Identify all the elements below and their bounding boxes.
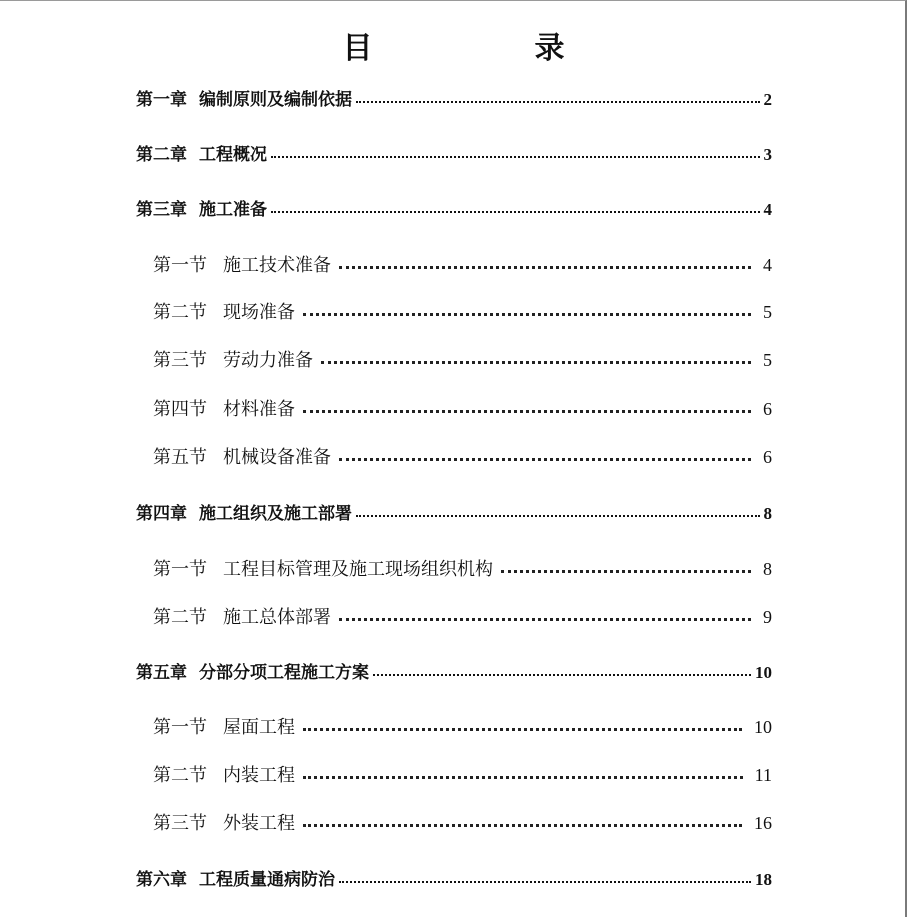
entry-number: 第四章 <box>136 504 187 524</box>
entry-page-number: 5 <box>763 350 772 370</box>
dot-leader <box>303 774 743 779</box>
entry-label: 材料准备 <box>223 399 295 420</box>
entry-number: 第二章 <box>136 145 187 165</box>
entry-label: 工程质量通病防治 <box>199 870 335 890</box>
dot-leader <box>303 408 751 413</box>
toc-entry[interactable] <box>153 443 772 469</box>
entry-label: 施工总体部署 <box>223 607 331 628</box>
toc-entry[interactable] <box>153 395 772 421</box>
dot-leader <box>339 616 751 621</box>
dot-leader <box>303 726 742 731</box>
entry-label: 外装工程 <box>223 813 295 834</box>
entry-label: 施工准备 <box>199 200 267 220</box>
entry-label: 内装工程 <box>223 765 295 786</box>
entry-number: 第三节 <box>153 350 207 371</box>
toc-entry[interactable] <box>153 713 772 739</box>
entry-label: 工程概况 <box>199 145 267 165</box>
toc-entry[interactable] <box>136 85 772 110</box>
table-of-contents <box>0 1 907 918</box>
dot-leader <box>303 311 751 316</box>
entry-page-number: 6 <box>763 447 772 467</box>
entry-page-number: 18 <box>755 870 772 889</box>
entry-number: 第一节 <box>153 559 207 580</box>
toc-entry[interactable] <box>136 195 772 220</box>
dot-leader <box>303 822 742 827</box>
toc-entry[interactable] <box>153 809 772 835</box>
entry-number: 第五章 <box>136 663 187 683</box>
toc-entry[interactable] <box>153 251 772 277</box>
entry-label: 分部分项工程施工方案 <box>199 663 369 683</box>
dot-leader <box>356 513 760 517</box>
toc-entry[interactable] <box>136 865 772 890</box>
dot-leader <box>271 154 760 158</box>
toc-entry[interactable] <box>136 499 772 524</box>
dot-leader <box>339 264 751 269</box>
entry-page-number: 4 <box>763 255 772 275</box>
entry-label: 编制原则及编制依据 <box>199 90 352 110</box>
dot-leader <box>321 359 751 364</box>
entry-number: 第二节 <box>153 302 207 323</box>
entry-page-number: 10 <box>755 663 772 682</box>
dot-leader <box>339 456 751 461</box>
entry-label: 屋面工程 <box>223 717 295 738</box>
entry-page-number: 8 <box>763 504 772 523</box>
toc-entry[interactable] <box>136 658 772 683</box>
entry-label: 施工组织及施工部署 <box>199 504 352 524</box>
entry-number: 第五节 <box>153 447 207 468</box>
entry-number: 第三节 <box>153 813 207 834</box>
toc-entry[interactable] <box>153 761 772 787</box>
entry-page-number: 3 <box>763 145 772 164</box>
entry-page-number: 8 <box>763 559 772 579</box>
toc-entry[interactable] <box>136 140 772 165</box>
toc-entry[interactable] <box>153 298 772 324</box>
entry-page-number: 11 <box>754 765 772 785</box>
entry-label: 施工技术准备 <box>223 255 331 276</box>
dot-leader <box>373 672 751 676</box>
entry-page-number: 6 <box>763 399 772 419</box>
entry-page-number: 16 <box>754 813 772 833</box>
toc-title: 目 录 <box>342 31 631 66</box>
dot-leader <box>339 879 751 883</box>
entry-number: 第四节 <box>153 399 207 420</box>
entry-page-number: 4 <box>763 200 772 219</box>
entry-number: 第六章 <box>136 870 187 890</box>
entry-number: 第二节 <box>153 607 207 628</box>
entry-number: 第二节 <box>153 765 207 786</box>
entry-label: 现场准备 <box>223 302 295 323</box>
entry-page-number: 2 <box>763 90 772 109</box>
entry-number: 第一节 <box>153 255 207 276</box>
dot-leader <box>501 568 751 573</box>
entry-page-number: 10 <box>754 717 772 737</box>
entry-number: 第一节 <box>153 717 207 738</box>
toc-entry[interactable] <box>153 555 772 581</box>
entry-page-number: 9 <box>763 607 772 627</box>
entry-label: 劳动力准备 <box>223 350 313 371</box>
entry-label: 工程目标管理及施工现场组织机构 <box>223 559 493 580</box>
entry-number: 第一章 <box>136 90 187 110</box>
entry-page-number: 5 <box>763 302 772 322</box>
entry-label: 机械设备准备 <box>223 447 331 468</box>
dot-leader <box>356 99 760 103</box>
toc-entry[interactable] <box>153 603 772 629</box>
dot-leader <box>271 209 760 213</box>
entry-number: 第三章 <box>136 200 187 220</box>
toc-entry[interactable] <box>153 346 772 372</box>
